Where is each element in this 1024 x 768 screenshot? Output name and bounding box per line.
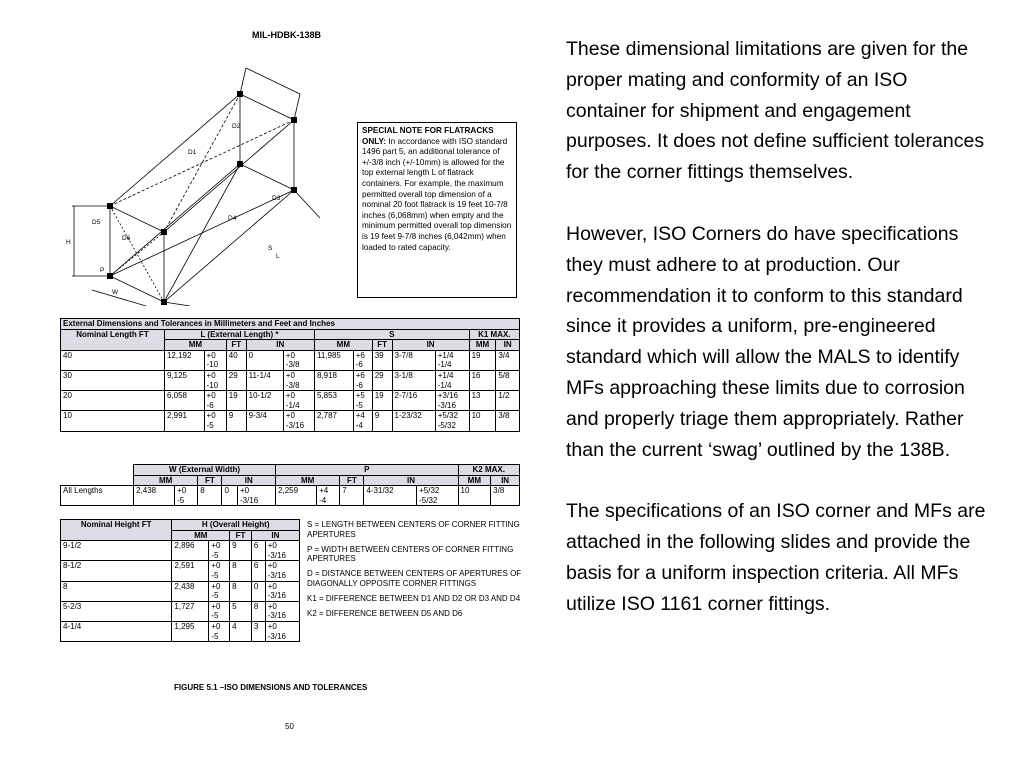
col-nominal-length: Nominal Length FT: [61, 329, 165, 350]
table-cell: 5-2/3: [61, 601, 172, 621]
table-cell: 6: [251, 541, 265, 561]
table-cell: +4 -4: [353, 411, 372, 431]
table-cell: 2,438: [134, 486, 175, 506]
table-cell: +0 -3/16: [265, 561, 299, 581]
table-cell: 2-7/16: [392, 391, 435, 411]
table-cell: +0 -1/4: [283, 391, 314, 411]
table-cell: 13: [469, 391, 496, 411]
sub-header: FT: [372, 340, 392, 351]
label-s: S: [268, 245, 273, 252]
table-cell: 1,295: [172, 621, 209, 641]
table-cell: 7: [340, 486, 364, 506]
table-cell: 8: [61, 581, 172, 601]
table-cell: 12,192: [164, 350, 204, 370]
col-k2: K2 MAX.: [458, 465, 519, 476]
sub-header: FT: [198, 475, 222, 486]
table-cell: 19: [226, 391, 246, 411]
label-l: L: [276, 253, 280, 260]
table-cell: 2,591: [172, 561, 209, 581]
table-cell: 40: [226, 350, 246, 370]
table-cell: 1/2: [496, 391, 520, 411]
table-cell: 3/8: [491, 486, 520, 506]
table-cell: +0 -3/16: [237, 486, 275, 506]
external-width-table: [60, 464, 520, 506]
label-w: W: [112, 289, 119, 296]
col-l: L (External Length) *: [164, 329, 314, 340]
col-s: S: [314, 329, 469, 340]
table-cell: 11,985: [314, 350, 353, 370]
sub-header: MM: [276, 475, 340, 486]
table-cell: 9-1/2: [61, 541, 172, 561]
table-cell: 19: [372, 391, 392, 411]
table-cell: 8: [230, 581, 252, 601]
sub-header: MM: [314, 340, 372, 351]
table-cell: 0: [251, 581, 265, 601]
overall-height-table: [60, 519, 300, 642]
table-cell: +3/16 -3/16: [435, 391, 469, 411]
table-cell: 9: [226, 411, 246, 431]
table-cell: 29: [372, 370, 392, 390]
external-dimensions-table: [60, 318, 520, 432]
table-cell: +5/32 -5/32: [417, 486, 458, 506]
label-d6: D6: [122, 235, 131, 242]
table-cell: +0 -3/16: [265, 601, 299, 621]
table-cell: +0 -3/8: [283, 370, 314, 390]
table-cell: 2,896: [172, 541, 209, 561]
definition: K1 = DIFFERENCE BETWEEN D1 AND D2 OR D3 AND D4: [307, 593, 521, 603]
table-cell: +0 -5: [209, 601, 230, 621]
table-cell: +0 -5: [209, 621, 230, 641]
table-cell: 9-3/4: [246, 411, 283, 431]
table-cell: 8: [198, 486, 222, 506]
sub-header: IN: [246, 340, 314, 351]
sub-header: IN: [251, 530, 299, 541]
table-cell: +1/4 -1/4: [435, 370, 469, 390]
table-cell: 2,259: [276, 486, 317, 506]
table-cell: 1-23/32: [392, 411, 435, 431]
table-cell: 30: [61, 370, 165, 390]
paragraph: However, ISO Corners do have specifications they must adhere to at production. Our recommendation it to conform to this standard since it provides a uniform, pre-engineered standard which will allow the MALS to identify MFs approaching these limits due to corrosion and properly triage them appropriately. Rather than the current ‘swag’ outlined by the 138B.: [566, 222, 965, 461]
table-cell: +5 -5: [353, 391, 372, 411]
table-cell: 29: [226, 370, 246, 390]
table-cell: 5/8: [496, 370, 520, 390]
figure-caption: FIGURE 5.1 –ISO DIMENSIONS AND TOLERANCES: [174, 683, 368, 692]
table-cell: 10: [469, 411, 496, 431]
note-body: In accordance with ISO standard 1496 part 5, an additional tolerance of +/-3/8 inch (+/-10mm) is allowed for the top external length L of flatrack containers. For example, the maximum permitted overall top dimension of a nominal 20 foot flatrack is 19 feet 10-7/8 inches (6,068mm) when empty and the minimum permitted overall top dimension is 19 feet 9-7/8 inches (6,042mm) when loaded to rated capacity.: [362, 136, 512, 252]
table-cell: 10: [458, 486, 491, 506]
table-row: [61, 621, 300, 641]
table-row: [61, 601, 300, 621]
label-d1: D1: [188, 149, 197, 156]
table-cell: +0 -3/16: [265, 581, 299, 601]
table-row: [61, 391, 520, 411]
table-cell: 3/8: [496, 411, 520, 431]
table-cell: 8,918: [314, 370, 353, 390]
table-cell: +4 -4: [317, 486, 340, 506]
table-cell: +0 -6: [204, 391, 226, 411]
sub-header: MM: [134, 475, 198, 486]
table-cell: +0 -3/16: [265, 621, 299, 641]
table-cell: 2,438: [172, 581, 209, 601]
col-w: W (External Width): [134, 465, 276, 476]
table-cell: 10-1/2: [246, 391, 283, 411]
table-row: [61, 581, 300, 601]
table-row: [61, 411, 520, 431]
table-cell: +5/32 -5/32: [435, 411, 469, 431]
row-label: All Lengths: [61, 486, 134, 506]
table-cell: 2,991: [164, 411, 204, 431]
table-row: [61, 561, 300, 581]
table-row: [61, 370, 520, 390]
label-d4: D4: [228, 215, 237, 222]
table-cell: 8-1/2: [61, 561, 172, 581]
table-cell: +1/4 -1/4: [435, 350, 469, 370]
sub-header: MM: [164, 340, 226, 351]
table-cell: +6 -6: [353, 350, 372, 370]
sub-header: IN: [491, 475, 520, 486]
table-cell: 8: [251, 601, 265, 621]
sub-header: FT: [340, 475, 364, 486]
definition: S = LENGTH BETWEEN CENTERS OF CORNER FITTING APERTURES: [307, 520, 520, 539]
table-cell: 1,727: [172, 601, 209, 621]
table-cell: 2,787: [314, 411, 353, 431]
table-cell: 4-31/32: [364, 486, 417, 506]
table-cell: +0 -3/16: [265, 541, 299, 561]
table-cell: 3: [251, 621, 265, 641]
table-cell: +0 -5: [209, 561, 230, 581]
label-h: H: [66, 239, 71, 246]
table-cell: +0 -5: [204, 411, 226, 431]
table-cell: 19: [469, 350, 496, 370]
sub-header: IN: [392, 340, 469, 351]
table-cell: 39: [372, 350, 392, 370]
label-d5: D5: [92, 219, 101, 226]
table-cell: 6: [251, 561, 265, 581]
note-title: SPECIAL NOTE FOR FLATRACKS ONLY:: [362, 126, 494, 146]
definition: D = DISTANCE BETWEEN CENTERS OF APERTURES OF DIAGONALLY OPPOSITE CORNER FITTINGS: [307, 569, 522, 588]
table-cell: 5: [230, 601, 252, 621]
document-header: MIL-HDBK-138B: [252, 30, 322, 40]
table1-caption: External Dimensions and Tolerances in Millimeters and Feet and Inches: [61, 319, 520, 330]
flatrack-note: [357, 122, 517, 298]
paragraph: The specifications of an ISO corner and MFs are attached in the following slides and provide the basis for a uniform inspection criteria. All MFs utilize ISO 1161 corner fittings.: [566, 500, 986, 615]
table-row: [61, 350, 520, 370]
definitions-list: [307, 520, 527, 623]
table-cell: 4-1/4: [61, 621, 172, 641]
table-cell: +0 -10: [204, 370, 226, 390]
paragraph: These dimensional limitations are given for the proper mating and conformity of an ISO container for shipment and engagement purposes. It does not define sufficient tolerances for the corner fittings themselves.: [566, 38, 985, 184]
table-cell: 3-1/8: [392, 370, 435, 390]
table-cell: 3/4: [496, 350, 520, 370]
sub-header: IN: [496, 340, 520, 351]
table-cell: +0 -10: [204, 350, 226, 370]
table-cell: 16: [469, 370, 496, 390]
table-cell: 5,853: [314, 391, 353, 411]
table-cell: +0 -5: [209, 541, 230, 561]
definition: K2 = DIFFERENCE BETWEEN D5 AND D6: [307, 608, 463, 618]
label-p: P: [100, 267, 105, 274]
table-cell: 40: [61, 350, 165, 370]
label-d2: D2: [232, 123, 241, 130]
col-p: P: [276, 465, 458, 476]
page-number: 50: [285, 722, 294, 731]
sub-header: IN: [222, 475, 276, 486]
table-cell: 4: [230, 621, 252, 641]
table-cell: 9: [230, 541, 252, 561]
table-cell: 0: [222, 486, 237, 506]
slide-text: [566, 34, 986, 651]
table-cell: +6 -6: [353, 370, 372, 390]
definition: P = WIDTH BETWEEN CENTERS OF CORNER FITTING APERTURES: [307, 544, 514, 564]
table-cell: 9: [372, 411, 392, 431]
sub-header: MM: [458, 475, 491, 486]
table-row: [61, 541, 300, 561]
table-cell: 3-7/8: [392, 350, 435, 370]
sub-header: FT: [226, 340, 246, 351]
table-cell: 20: [61, 391, 165, 411]
iso-container-drawing: [62, 58, 358, 306]
sub-header: MM: [469, 340, 496, 351]
sub-header: MM: [172, 530, 230, 541]
table-cell: 9,125: [164, 370, 204, 390]
col-h: H (Overall Height): [172, 520, 300, 531]
table-cell: +0 -3/16: [283, 411, 314, 431]
table-cell: 8: [230, 561, 252, 581]
table-cell: 10: [61, 411, 165, 431]
col-nominal-height: Nominal Height FT: [61, 520, 172, 541]
table-cell: 0: [246, 350, 283, 370]
table-cell: +0 -5: [209, 581, 230, 601]
table-cell: +0 -3/8: [283, 350, 314, 370]
table-cell: 11-1/4: [246, 370, 283, 390]
sub-header: IN: [364, 475, 458, 486]
sub-header: FT: [230, 530, 252, 541]
label-d3: D3: [272, 195, 281, 202]
table-cell: 6,058: [164, 391, 204, 411]
table-cell: +0 -5: [175, 486, 198, 506]
col-k1: K1 MAX.: [469, 329, 519, 340]
